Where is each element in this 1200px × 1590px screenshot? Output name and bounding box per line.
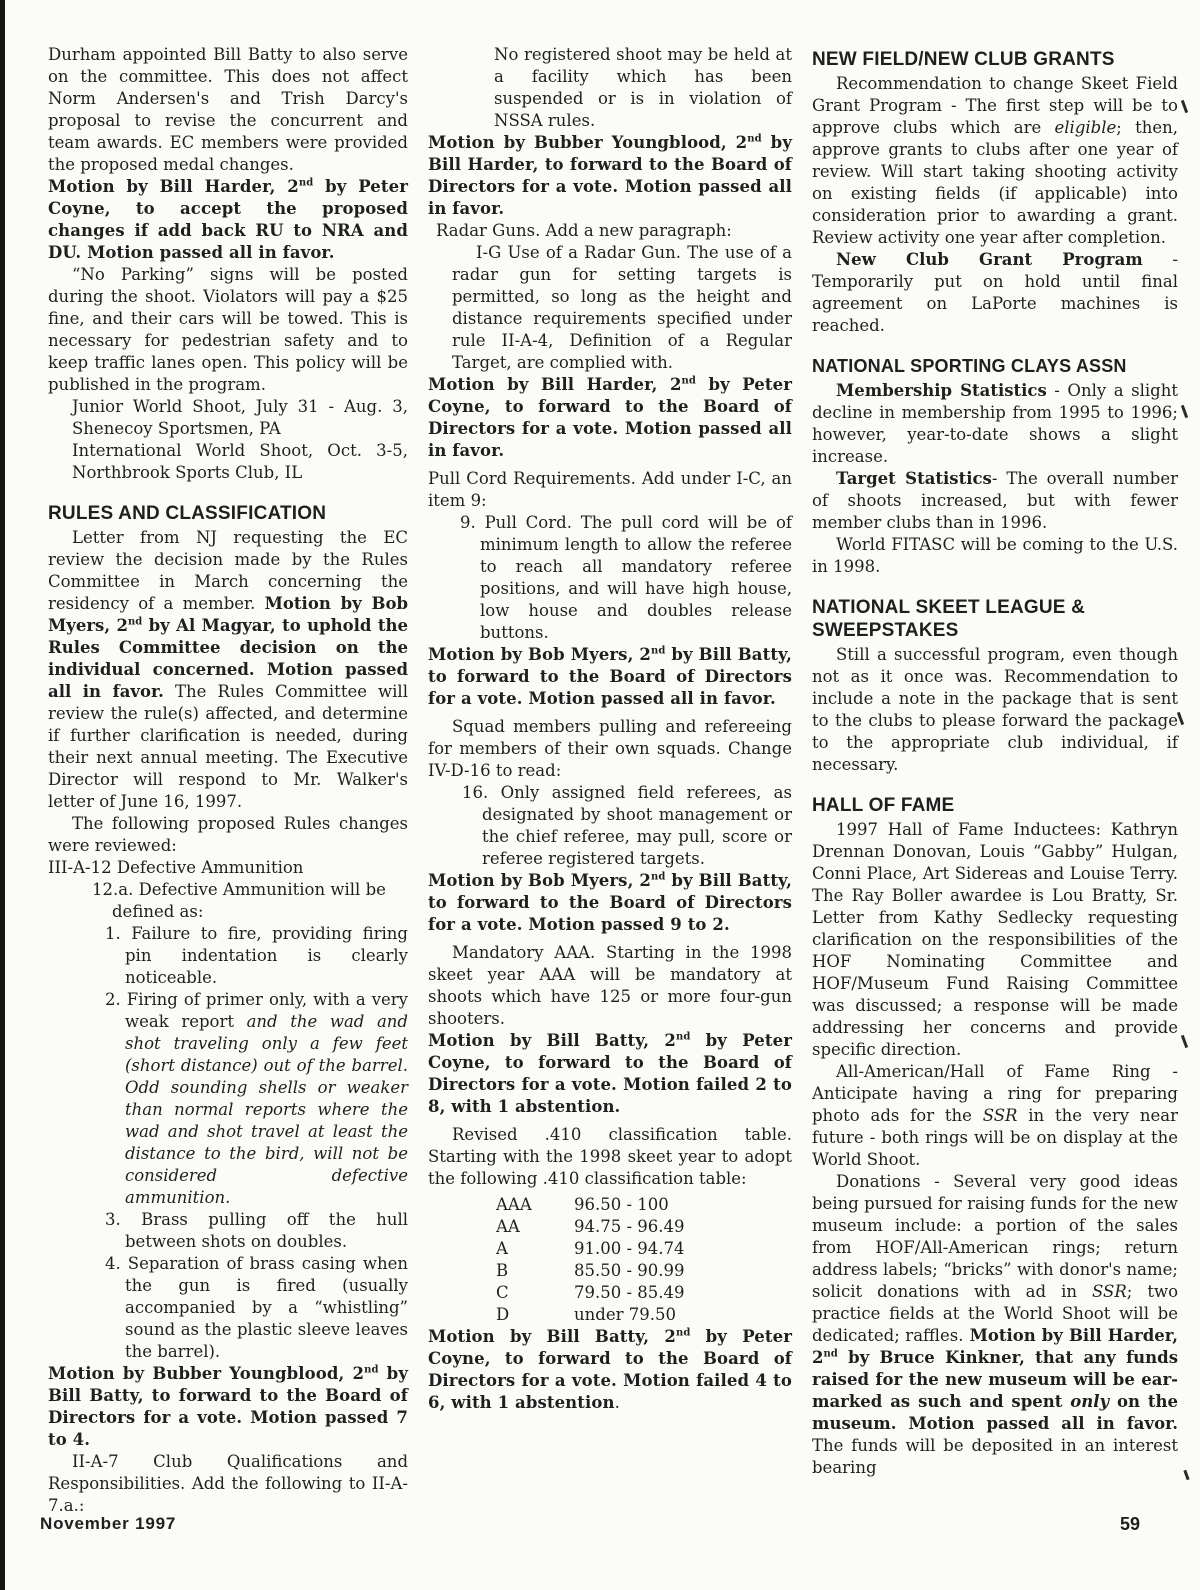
paragraph: Recommendation to change Skeet Field Grant Program - The first step will be to approve clubs which are eligible; then, approve grants to clubs after one year of review. Will start taking shooting activity on existing fields (if applicable) into consideration prior to awarding a grant. Review activity one year after completion. — [812, 74, 1178, 247]
class-grade: C — [496, 1283, 509, 1302]
motion-text: Motion by Bob Myers, 2nd by Bill Batty, to forward to the Board of Directors for a vote. Motion passed all in favor. — [428, 645, 792, 708]
paragraph: “No Parking” signs will be posted during the shoot. Violators will pay a $25 fine, and their cars will be towed. This is necessary for pedestrian safety and to keep traffic lanes open. This policy will be published in the program. — [48, 265, 408, 394]
class-range: 91.00 - 94.74 — [574, 1239, 685, 1258]
classification-row — [496, 1282, 685, 1304]
classification-table — [496, 1194, 685, 1326]
paragraph: All-American/Hall of Fame Ring - Anticipate having a ring for preparing photo ads for the SSR in the very near future - both rings will be on display at the World Shoot. — [812, 1062, 1178, 1169]
motion-text: Motion by Bubber Youngblood, 2nd by Bill Batty, to forward to the Board of Directors for a vote. Motion passed 7 to 4. — [48, 1364, 409, 1449]
paragraph: Revised .410 classification table. Starting with the 1998 skeet year to adopt the following .410 classification table: — [428, 1125, 792, 1188]
classification-row — [496, 1260, 685, 1282]
paragraph: Donations - Several very good ideas being pursued for raising funds for the new museum include: a portion of the sales from HOF/All-American rings; return address labels; “bricks” with donor's name; solicit donations with ad in SSR; two practice fields at the World Shoot will be dedicated; raffles. Motion by Bill Harder, 2nd by Bruce Kinkner, that any funds raised for the new museum will be ear-marked as such and spent only on the museum. Motion passed all in favor. The funds will be deposited in an interest bearing — [812, 1172, 1179, 1477]
paragraph: Target Statistics- The overall number of shoots increased, but with fewer member clubs than in 1996. — [812, 469, 1178, 532]
paragraph: Durham appointed Bill Batty to also serve on the committee. This does not affect Norm Andersen's and Trish Darcy's proposal to revise the concurrent and team awards. EC members were provided the proposed medal changes. — [48, 45, 408, 174]
column-1 — [48, 44, 408, 1517]
paragraph: Radar Guns. Add a new paragraph: — [436, 221, 732, 240]
paragraph: Letter from NJ requesting the EC review the decision made by the Rules Committee in March concerning the residency of a member. Motion by Bob Myers, 2nd by Al Magyar, to uphold the Rules Committee decision on the individual concerned. Motion passed all in favor. The Rules Committee will review the rule(s) affected, and determine if further clarification is needed, during their next annual meeting. The Executive Director will respond to Mr. Walker's letter of June 16, 1997. — [48, 528, 409, 811]
class-grade: AA — [496, 1217, 520, 1236]
motion-text: Motion by Bill Harder, 2nd by Peter Coyne, to forward to the Board of Directors for a vote. Motion passed all in favor. — [428, 375, 793, 460]
rule-item: 9. Pull Cord. The pull cord will be of minimum length to allow the referee to reach all mandatory referee positions, and will have high house, low house and doubles release buttons. — [460, 513, 792, 642]
class-range: 96.50 - 100 — [574, 1195, 669, 1214]
paragraph: Mandatory AAA. Starting in the 1998 skeet year AAA will be mandatory at shoots which have 125 or more four-gun shooters. — [428, 943, 792, 1028]
page-number: 59 — [1120, 1514, 1141, 1534]
margin-mark — [1181, 405, 1188, 418]
class-range: under 79.50 — [574, 1305, 676, 1324]
paragraph: 1997 Hall of Fame Inductees: Kathryn Drennan Donovan, Louis “Gabby” Hulgan, Conni Place, Art Sidereas and Louise Terry. The Ray Boller awardee is Lou Bratty, Sr. Letter from Kathy Sedlecky requesting clarification on the responsibilities of the HOF Nominating Committee and HOF/Museum Fund Raising Committee was discussed; a response will be made addressing her concerns and provide specific direction. — [812, 820, 1178, 1059]
rule-item: 16. Only assigned field referees, as designated by shoot management or the chief referee, may pull, score or referee registered targets. — [462, 783, 792, 868]
motion-text: Motion by Bubber Youngblood, 2nd by Bill Harder, to forward to the Board of Directors for a vote. Motion passed all in favor. — [428, 133, 793, 218]
rule-item: 4. Separation of brass casing when the gun is fired (usually accompanied by a “whistling” sound as the plastic sleeve leaves the barrel). — [105, 1254, 408, 1361]
motion-text: Motion by Bob Myers, 2nd by Bill Batty, to forward to the Board of Directors for a vote. Motion passed 9 to 2. — [428, 871, 792, 934]
column-3 — [812, 44, 1178, 1479]
class-grade: A — [496, 1239, 508, 1258]
paragraph: II-A-7 Club Qualifications and Responsibilities. Add the following to II-A-7.a.: — [48, 1452, 408, 1515]
column-2 — [428, 44, 792, 1414]
paragraph: Membership Statistics - Only a slight decline in membership from 1995 to 1996; however, year-to-date shows a slight increase. — [812, 381, 1178, 466]
class-range: 79.50 - 85.49 — [574, 1283, 685, 1302]
rule-heading: III-A-12 Defective Ammunition — [48, 858, 304, 877]
class-range: 85.50 - 90.99 — [574, 1261, 685, 1280]
paragraph: International World Shoot, Oct. 3-5, Northbrook Sports Club, IL — [72, 441, 408, 482]
class-grade: AAA — [496, 1195, 532, 1214]
paragraph: New Club Grant Program - Temporarily put on hold until final agreement on LaPorte machines is reached. — [812, 250, 1178, 335]
class-grade: D — [496, 1305, 510, 1324]
footer-date: November 1997 — [40, 1514, 177, 1533]
classification-row — [496, 1304, 685, 1326]
motion-text: Motion by Bill Harder, 2nd by Peter Coyne, to accept the proposed changes if add back RU to NRA and DU. Motion passed all in favor. — [48, 177, 408, 262]
paragraph: Pull Cord Requirements. Add under I-C, an item 9: — [428, 469, 792, 510]
rule-text: 12.a. Defective Ammunition will be defined as: — [92, 880, 386, 921]
motion-text: Motion by Bill Batty, 2nd by Peter Coyne, to forward to the Board of Directors for a vote. Motion failed 2 to 8, with 1 abstention. — [428, 1031, 792, 1116]
classification-row — [496, 1216, 685, 1238]
paragraph: Still a successful program, even though not as it once was. Recommendation to include a note in the package that is sent to the clubs to please forward the package to the appropriate club individual, if necessary. — [812, 645, 1178, 774]
class-grade: B — [496, 1261, 509, 1280]
page-edge-shadow — [0, 0, 5, 1590]
paragraph: The following proposed Rules changes were reviewed: — [48, 814, 408, 855]
paragraph: Junior World Shoot, July 31 - Aug. 3, Shenecoy Sportsmen, PA — [72, 397, 408, 438]
paragraph: No registered shoot may be held at a facility which has been suspended or is in violation of NSSA rules. — [494, 45, 792, 130]
section-heading-grants: NEW FIELD/NEW CLUB GRANTS — [812, 49, 1115, 70]
section-heading-rules: RULES AND CLASSIFICATION — [48, 503, 327, 524]
rule-item: 3. Brass pulling off the hull between shots on doubles. — [105, 1210, 408, 1251]
rule-item: 1. Failure to fire, providing firing pin indentation is clearly noticeable. — [105, 924, 408, 987]
classification-row — [496, 1194, 685, 1216]
margin-mark — [1183, 1470, 1189, 1480]
rule-item: 2. Firing of primer only, with a very weak report and the wad and shot traveling only a few feet (short distance) out of the barrel. Odd sounding shells or weaker than normal reports where the wad and shot travel at least the distance to the bird, will not be considered defective ammunition. — [105, 990, 408, 1207]
margin-mark — [1181, 1035, 1188, 1048]
margin-mark — [1181, 100, 1188, 113]
section-heading-skeet-league: NATIONAL SKEET LEAGUE & SWEEPSTAKES — [812, 597, 1086, 641]
section-heading-hall-of-fame: HALL OF FAME — [812, 795, 955, 816]
paragraph: I-G Use of a Radar Gun. The use of a radar gun for setting targets is permitted, so long as the height and distance requirements specified under rule II-A-4, Definition of a Regular Target, are complied with. — [452, 243, 792, 372]
section-heading-sporting-clays: NATIONAL SPORTING CLAYS ASSN — [812, 356, 1127, 376]
motion-text: Motion by Bill Batty, 2nd by Peter Coyne, to forward to the Board of Directors for a vote. Motion failed 4 to 6, with 1 abstention. — [428, 1327, 792, 1412]
paragraph: Squad members pulling and refereeing for members of their own squads. Change IV-D-16 to read: — [428, 717, 792, 780]
paragraph: World FITASC will be coming to the U.S. in 1998. — [812, 535, 1178, 576]
class-range: 94.75 - 96.49 — [574, 1217, 685, 1236]
classification-row — [496, 1238, 685, 1260]
